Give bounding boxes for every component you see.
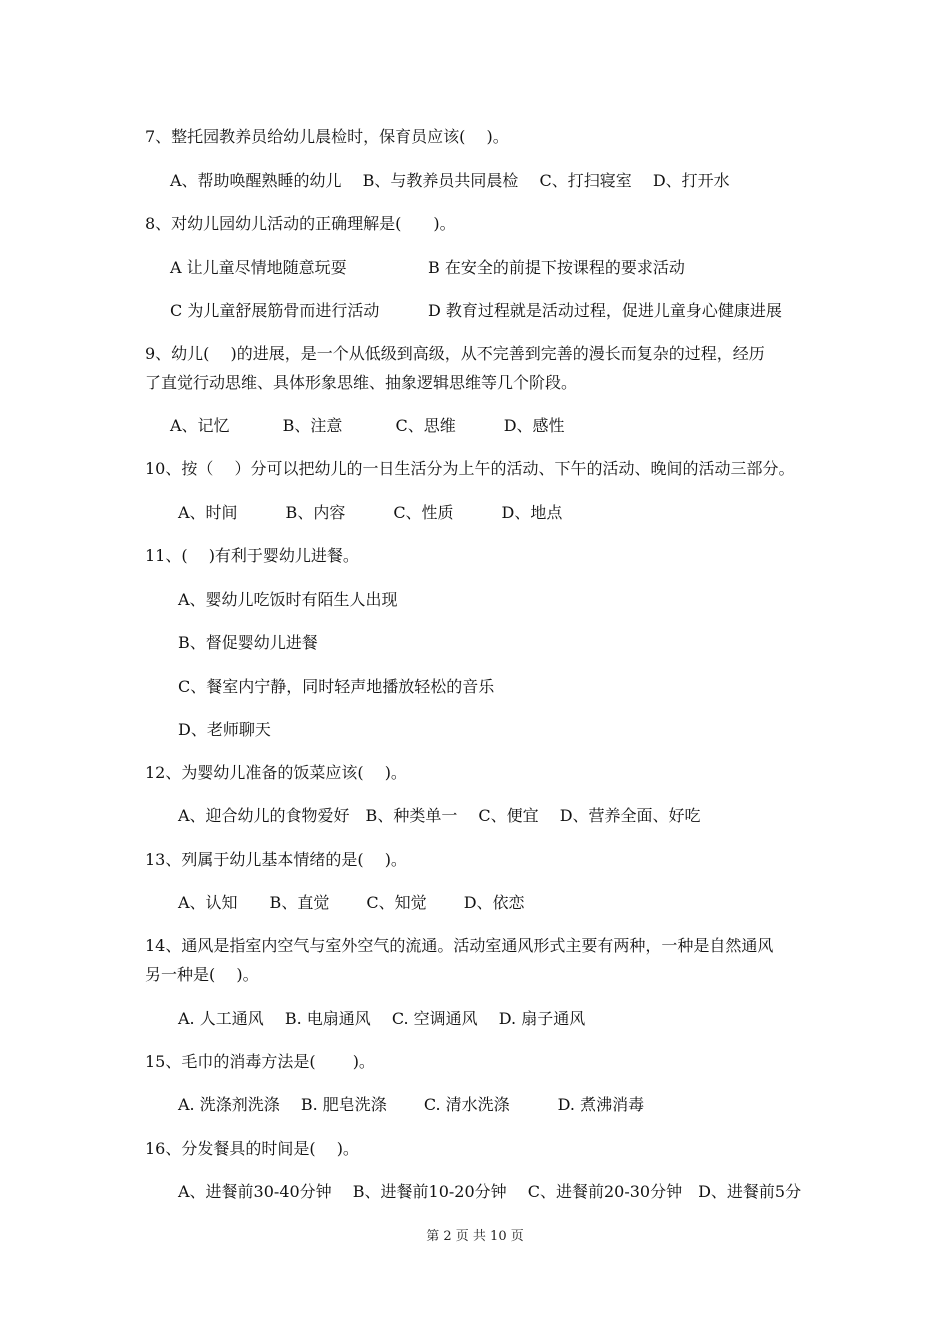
question-7-stem: 7、整托园教养员给幼儿晨检时，保育员应该( )。 bbox=[145, 127, 509, 146]
question-11-stem: 11、( )有利于婴幼儿进餐。 bbox=[145, 546, 359, 565]
question-11-option-c: C、餐室内宁静，同时轻声地播放轻松的音乐 bbox=[178, 677, 495, 696]
question-8-option-c: C 为儿童舒展筋骨而进行活动 bbox=[170, 301, 380, 320]
page-number-footer: 第 2 页 共 10 页 bbox=[426, 1229, 524, 1244]
question-10-options: A、时间 B、内容 C、性质 D、地点 bbox=[178, 503, 563, 522]
question-8-option-d: D 教育过程就是活动过程，促进儿童身心健康进展 bbox=[428, 301, 782, 320]
question-9-stem-line-1: 9、幼儿( )的进展，是一个从低级到高级，从不完善到完善的漫长而复杂的过程，经历 bbox=[145, 344, 765, 363]
question-9-options: A、记忆 B、注意 C、思维 D、感性 bbox=[170, 416, 565, 435]
question-12-stem: 12、为婴幼儿准备的饭菜应该( )。 bbox=[145, 763, 407, 782]
question-11-option-d: D、老师聊天 bbox=[178, 720, 271, 739]
question-14-stem-line-2: 另一种是( )。 bbox=[145, 965, 259, 984]
question-8-stem: 8、对幼儿园幼儿活动的正确理解是( )。 bbox=[145, 214, 456, 233]
question-9-stem-line-2: 了直觉行动思维、具体形象思维、抽象逻辑思维等几个阶段。 bbox=[145, 373, 578, 392]
question-7-options: A、帮助唤醒熟睡的幼儿 B、与教养员共同晨检 C、打扫寝室 D、打开水 bbox=[170, 171, 730, 190]
question-15-stem: 15、毛巾的消毒方法是( )。 bbox=[145, 1052, 375, 1071]
question-8-option-b: B 在安全的前提下按课程的要求活动 bbox=[428, 258, 685, 277]
question-8-option-a: A 让儿童尽情地随意玩耍 bbox=[170, 258, 347, 277]
question-16-stem: 16、分发餐具的时间是( )。 bbox=[145, 1139, 359, 1158]
question-12-options: A、迎合幼儿的食物爱好 B、种类单一 C、便宜 D、营养全面、好吃 bbox=[178, 806, 701, 825]
question-11-option-b: B、督促婴幼儿进餐 bbox=[178, 633, 318, 652]
question-16-options: A、进餐前30-40分钟 B、进餐前10-20分钟 C、进餐前20-30分钟 D、进餐前5分 bbox=[178, 1182, 802, 1201]
question-10-stem: 10、按（ ）分可以把幼儿的一日生活分为上午的活动、下午的活动、晚间的活动三部分。 bbox=[145, 459, 795, 478]
question-13-stem: 13、列属于幼儿基本情绪的是( )。 bbox=[145, 850, 407, 869]
question-15-options: A. 洗涤剂洗涤 B. 肥皂洗涤 C. 清水洗涤 D. 煮沸消毒 bbox=[178, 1095, 645, 1114]
question-14-stem-line-1: 14、通风是指室内空气与室外空气的流通。活动室通风形式主要有两种，一种是自然通风 bbox=[145, 936, 774, 955]
question-13-options: A、认知 B、直觉 C、知觉 D、依恋 bbox=[178, 893, 525, 912]
question-14-options: A. 人工通风 B. 电扇通风 C. 空调通风 D. 扇子通风 bbox=[178, 1009, 586, 1028]
question-11-option-a: A、婴幼儿吃饭时有陌生人出现 bbox=[178, 590, 398, 609]
